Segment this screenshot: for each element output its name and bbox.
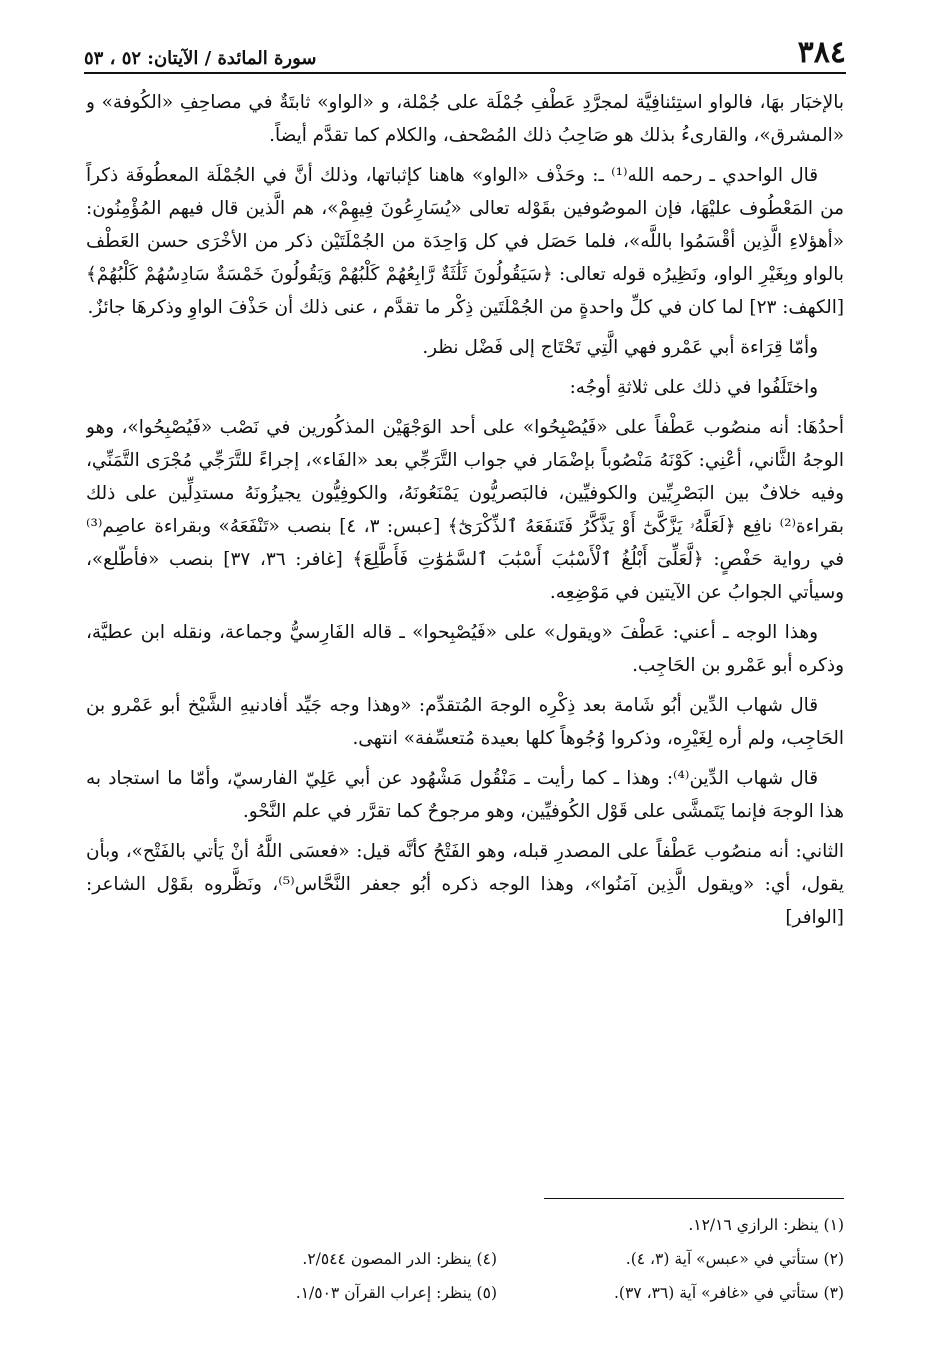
paragraph-5-first-opinion: أحدُهَا: أنه منصُوب عَطْفاً على «فَيُصْبِحُوا» على أحد الوَجْهَيْن المذكُورين في نَصْب «فَيُصْبِحُوا»، وهو الوجهُ الثَّاني، أعْنِي: كَوْنَهُ مَنْصُوباً بإضْمَار في جواب التَّرَجِّي بعد «الفَاء»، إجراءً للتَّرَجِّي مُجْرَى التَّمَنِّي، وفيه خلافٌ بين البَصْرِيِّين والكوفيِّين، فالبَصريُّون يَمْنَعُونَهُ، والكوفِيُّون يجيزُونَهُ مستدِلِّين على ذلك بقراءة⁽²⁾ نافِع ﴿لَعَلَّهُۥ يَزَّكَّىٰٓ أَوْ يَذَّكَّرُ فَتَنفَعَهُ ٱلذِّكْرَىٰٓ﴾ [عبس: ٣، ٤] بنصب «تَنْفَعَهُ» وبقراءة عاصِم⁽³⁾ في رواية حَفْصٍ: ﴿لَّعَلِّىٓ أَبْلُغُ ٱلْأَسْبَٰبَ أَسْبَٰبَ ٱلسَّمَٰوَٰتِ فَأَطَّلِعَ﴾ [غافر: ٣٦، ٣٧] بنصب «فأطّلع»، وسيأتي الجوابُ عن الآيتين في مَوْضِعِه. <box>86 417 844 603</box>
paragraph-2: قال الواحدي ـ رحمه الله⁽¹⁾ ـ: وحَذْف «الواو» هاهنا كإثباتها، وذلك أنَّ في الجُمْلَة المعطُوفَة ذكراً من المَعْطُوف عليْهَا، فإن الموصُوفين بقَوْله تعالى «يُسَارِعُونَ فِيهِمْ»، هم الَّذين قال فيهم المُؤْمِنُون: «أهؤلاءِ الَّذِين أقْسَمُوا باللَّه»، فلما حَصَل في كل وَاحِدَة من الجُمْلَتَيْن ذكر من الأخْرَى حسن العَطْف بالواو وبِغَيْرِ الواو، ونَظِيرُه قوله تعالى: ﴿سَيَقُولُونَ ثَلَٰثَةٌ رَّابِعُهُمْ كَلْبُهُمْ وَيَقُولُونَ خَمْسَةٌ سَادِسُهُمْ كَلْبُهُمْ﴾ [الكهف: ٢٣] لما كان في كلِّ واحدةٍ من الجُمْلَتَين ذِكْر ما تقدَّم ، عنى ذلك أن حَذْفَ الواوِ وذكرهَا جائزٌ. <box>86 165 844 318</box>
footnote-row <box>150 1242 844 1276</box>
footnote-2: (٢) ستأتي في «عبس» آية (٣، ٤). <box>625 1250 844 1268</box>
footnote-4: (٤) ينظر: الدر المصون ٢/٥٤٤. <box>302 1250 497 1268</box>
footnote-1: (١) ينظر: الرازي ١٢/١٦. <box>688 1216 844 1234</box>
footnote-row <box>150 1208 844 1242</box>
page-header <box>84 30 846 74</box>
running-title: سورة المائدة / الآيتان: ٥٢ ، ٥٣ <box>84 48 317 69</box>
footnote-row <box>150 1276 844 1310</box>
page-number: ٣٨٤ <box>797 35 846 70</box>
footnotes <box>150 1208 844 1310</box>
footnote-divider <box>544 1198 844 1199</box>
paragraph-4: واختَلَفُوا في ذلك على ثلاثةِ أوجُه: <box>569 377 818 398</box>
footnote-5: (٥) ينظر: إعراب القرآن ١/٥٠٣. <box>295 1284 497 1302</box>
footnote-spacer <box>150 1208 497 1242</box>
paragraph-9-second-opinion: الثاني: أنه منصُوب عَطْفاً على المصدرِ قبله، وهو الفَتْحُ كأنَّه قيل: «فعسَى اللَّهُ أنْ يَأتي بالفَتْح»، وبأن يقول، أي: «ويقول الَّذِين آمَنُوا»، وهذا الوجه ذكره أبُو جعفر النَّحَّاس⁽⁵⁾، ونَظَّروه بقَوْل الشاعر: [الوافر] <box>86 841 844 928</box>
paragraph-3: وأمّا قِرَاءة أبي عَمْرو فهي الَّتِي تَحْتَاج إلى فَضْل نظر. <box>422 337 818 358</box>
paragraph-7: قال شهاب الدِّين أبُو شَامة بعد ذِكْرِه الوجهَ المُتقدِّم: «وهذا وجه جَيِّد أفادنيهِ الشَّيْخ أبو عَمْرو بن الحَاجِب، ولم أره لِغَيْرِه، وذكروا وُجُوهاً كلها بعيدة مُتعسِّفة» انتهى. <box>86 695 844 749</box>
paragraph-1: بالإخبَار بهَا، فالواو استِئنافِيَّة لمجرَّدِ عَطْفِ جُمْلَة على جُمْلة، و «الواو» ثابتَةٌ في مصاحِفِ «الكُوفة» و «المشرق»، والقارىءُ بذلك هو صَاحِبُ ذلك المُصْحف، والكلام كما تقدَّم أيضاً. <box>86 92 844 146</box>
main-text <box>86 86 844 1181</box>
paragraph-6: وهذا الوجه ـ أعني: عَطْفَ «ويقول» على «فَيُصْبِحوا» ـ قاله الفَارِسيُّ وجماعة، ونقله ابن عطيَّة، وذكره أبو عَمْرو بن الحَاجِب. <box>86 622 844 676</box>
paragraph-8: قال شهاب الدِّين⁽⁴⁾: وهذا ـ كما رأيت ـ مَنْقُول مَشْهُود عن أبي عَلِيّ الفارسيّ، وأمّا ما استجاد به هذا الوجهَ فإنما يَتَمشَّى على قَوْل الكُوفيِّين، وهو مرجوحٌ كما تقرَّر في علم النَّحْو. <box>86 768 844 822</box>
footnote-3: (٣) ستأتي في «غافر» آية (٣٦، ٣٧). <box>614 1284 844 1302</box>
